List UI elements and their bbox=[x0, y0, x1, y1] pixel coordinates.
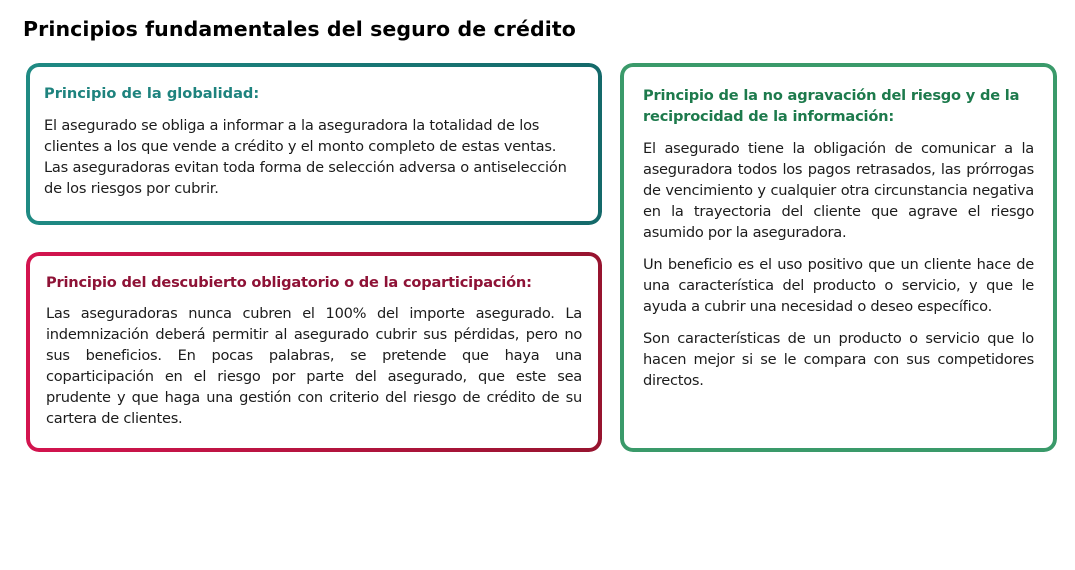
card-text: El asegurado se obliga a informar a la aseguradora la totalidad de los clientes a los que vende a crédito y el monto completo de estas ventas. Las aseguradoras evitan toda forma de selección adversa o antiselección de los riesgos por cubrir. bbox=[44, 117, 567, 197]
card-text: Las aseguradoras nunca cubren el 100% del importe asegurado. La indemnización deberá permitir al asegurado cubrir sus pérdidas, pero no sus beneficios. En pocas palabras, se pretende que haya una coparticipación en el riesgo por parte del asegurado, que este sea prudente y que haga una gestión con criterio del riesgo de crédito de su cartera de clientes. bbox=[46, 305, 582, 427]
card-paragraph: Un beneficio es el uso positivo que un cliente hace de una característica del producto o servicio, y que le ayuda a cubrir una necesidad o deseo específico. bbox=[643, 256, 1034, 315]
card-heading: Principio de la no agravación del riesgo y de la reciprocidad de la información: bbox=[643, 87, 1020, 125]
card-principio-descubierto bbox=[26, 252, 602, 452]
card-principio-no-agravacion bbox=[620, 63, 1057, 452]
card-heading: Principio de la globalidad: bbox=[44, 85, 260, 102]
card-paragraph: Son características de un producto o servicio que lo hacen mejor si se le compara con sus competidores directos. bbox=[643, 330, 1034, 389]
page-title: Principios fundamentales del seguro de crédito bbox=[23, 17, 576, 41]
card-paragraph: El asegurado tiene la obligación de comunicar a la aseguradora todos los pagos retrasados, las prórrogas de vencimiento y cualquier otra circunstancia negativa en la trayectoria del cliente que agrave el riesgo asumido por la aseguradora. bbox=[643, 140, 1034, 241]
card-principio-globalidad bbox=[26, 63, 602, 225]
card-heading: Principio del descubierto obligatorio o de la coparticipación: bbox=[46, 274, 532, 291]
